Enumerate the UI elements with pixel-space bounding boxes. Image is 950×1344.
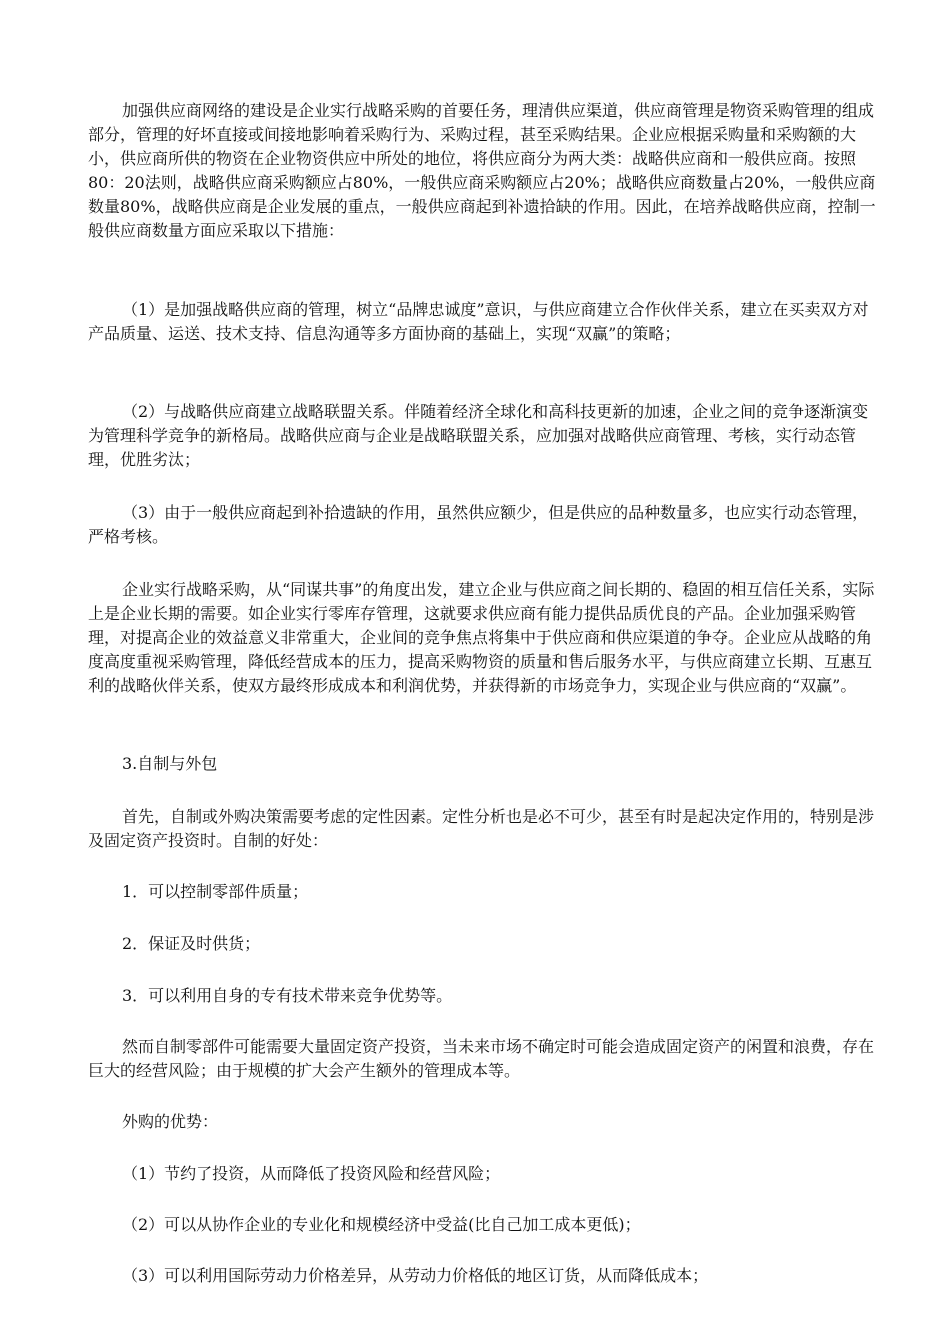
section-heading: 3.自制与外包 (122, 754, 218, 773)
list-item: （3）可以利用国际劳动力价格差异，从劳动力价格低的地区订货，从而降低成本； (122, 1266, 709, 1285)
paragraph-strategic-procurement: 企业实行战略采购，从“同谋共事”的角度出发，建立企业与供应商之间长期的、稳固的相互信任关系，实际上是企业长期的需要。如企业实行零库存管理，这就要求供应商有能力提供品质优良的产品。企业加强采购管理，对提高企业的效益意义非常重大，企业间的竞争焦点将集中于供应商和供应渠道的争夺。企业应从战略的角度高度重视采购管理，降低经营成本的压力，提高采购物资的质量和售后服务水平，与供应商建立长期、互惠互利的战略伙伴关系，使双方最终形成成本和利润优势，并获得新的市场竞争力，实现企业与供应商的“双赢”。 (88, 580, 875, 695)
paragraph-measure-3: （3）由于一般供应商起到补拾遗缺的作用，虽然供应额少，但是供应的品种数量多，也应实行动态管理，严格考核。 (88, 503, 869, 546)
list-item: （1）节约了投资，从而降低了投资风险和经营风险； (122, 1164, 501, 1183)
list-item: 2．保证及时供货； (122, 934, 261, 953)
paragraph-self-made-risks: 然而自制零部件可能需要大量固定资产投资，当未来市场不确定时可能会造成固定资产的闲置和浪费，存在巨大的经营风险；由于规模的扩大会产生额外的管理成本等。 (88, 1037, 875, 1080)
paragraph-qualitative-factors: 首先，自制或外购决策需要考虑的定性因素。定性分析也是必不可少，甚至有时是起决定作用的，特别是涉及固定资产投资时。自制的好处： (88, 807, 875, 850)
outsourcing-heading: 外购的优势： (122, 1112, 219, 1131)
list-item: 3．可以利用自身的专有技术带来竞争优势等。 (122, 986, 453, 1005)
list-item: （2）可以从协作企业的专业化和规模经济中受益(比自己加工成本更低)； (122, 1215, 641, 1234)
paragraph-measure-2: （2）与战略供应商建立战略联盟关系。伴随着经济全球化和高科技更新的加速，企业之间的竞争逐渐演变为管理科学竞争的新格局。战略供应商与企业是战略联盟关系，应加强对战略供应商管理、考核，实行动态管理，优胜劣汰； (88, 402, 869, 469)
paragraph-measure-1: （1）是加强战略供应商的管理，树立“品牌忠诚度”意识，与供应商建立合作伙伴关系，建立在买卖双方对产品质量、运送、技术支持、信息沟通等多方面协商的基础上，实现“双赢”的策略； (88, 300, 869, 343)
paragraph-supplier-network: 加强供应商网络的建设是企业实行战略采购的首要任务，理清供应渠道，供应商管理是物资采购管理的组成部分，管理的好坏直接或间接地影响着采购行为、采购过程，甚至采购结果。企业应根据采购量和采购额的大小，供应商所供的物资在企业物资供应中所处的地位，将供应商分为两大类：战略供应商和一般供应商。按照80：20法则，战略供应商采购额应占80%，一般供应商采购额应占20%；战略供应商数量占20%，一般供应商数量80%，战略供应商是企业发展的重点，一般供应商起到补遗拾缺的作用。因此，在培养战略供应商，控制一般供应商数量方面应采取以下措施： (88, 101, 876, 240)
list-item: 1．可以控制零部件质量； (122, 882, 309, 901)
